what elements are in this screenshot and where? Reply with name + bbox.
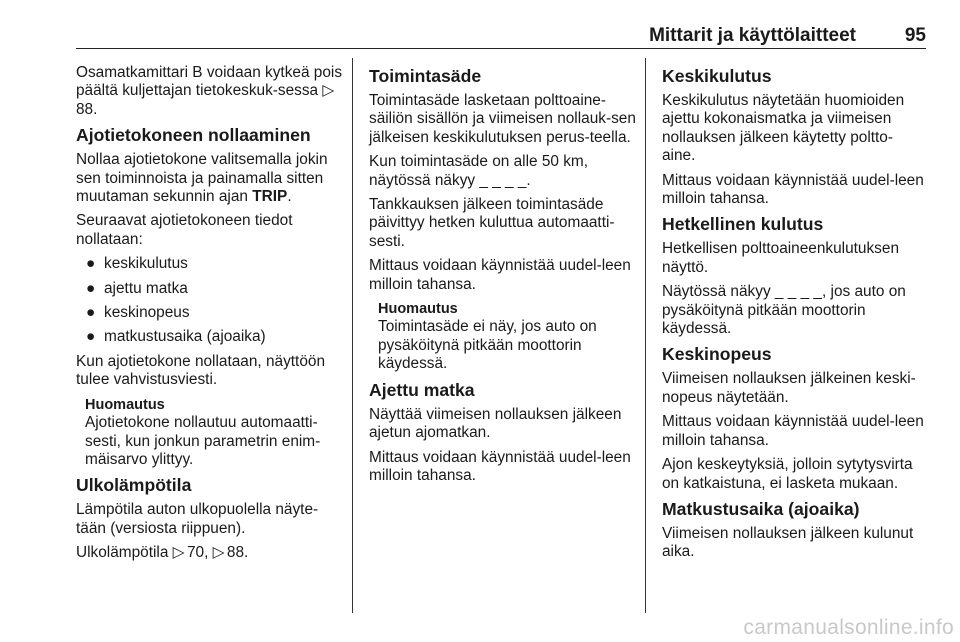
reset-text-end: .: [287, 188, 292, 206]
avg-speed-paragraph-1: Viimeisen nollauksen jälkeinen keski-nopeus näytetään.: [662, 370, 916, 406]
heading-instant-consumption: Hetkellinen kulutus: [662, 214, 824, 235]
column-divider-1: [352, 58, 353, 613]
heading-distance: Ajettu matka: [369, 379, 475, 400]
column-2: [369, 64, 637, 491]
note-text: Ajotietokone nollautuu automaatti-sesti, kun jonkun parametrin enim-mäisarvo ylittyy.: [85, 414, 321, 468]
note-box: [369, 300, 637, 374]
avg-speed-paragraph-3: Ajon keskeytyksiä, jolloin sytytysvirta on katkaistuna, ei lasketa mukaan.: [662, 456, 913, 492]
page-number: 95: [904, 25, 926, 46]
avg-cons-paragraph-2: Mittaus voidaan käynnistää uudel-leen milloin tahansa.: [662, 171, 924, 208]
range-paragraph-4: Mittaus voidaan käynnistää uudel-leen milloin tahansa.: [369, 257, 631, 293]
range-paragraph-3: Tankkauksen jälkeen toimintasäde päivittyy hetken kuluttua automaatti-sesti.: [369, 196, 615, 250]
list-item: [76, 328, 344, 346]
watermark: carmanualsonline.info: [743, 616, 954, 639]
bullet-icon: ●: [86, 279, 96, 297]
heading-outside-temp: Ulkolämpötila: [76, 475, 192, 496]
confirm-paragraph: Kun ajotietokone nollataan, näyttöön tulee vahvistusviesti.: [76, 352, 326, 389]
bullet-icon: ●: [86, 255, 96, 273]
note-text: Toimintasäde ei näy, jos auto on pysäköitynä pitkään moottorin käydessä.: [378, 318, 597, 373]
travel-paragraph: Viimeisen nollauksen jälkeen kulunut aika.: [662, 524, 914, 561]
bullet-icon: ●: [86, 328, 96, 346]
reference-arrow-icon: ▷: [212, 544, 225, 562]
note-title: Huomautus: [378, 301, 458, 318]
intro-paragraph: [76, 64, 344, 119]
column-3: [662, 64, 926, 568]
chapter-title: Mittarit ja käyttölaitteet: [649, 25, 856, 46]
trip-button-label: TRIP: [252, 188, 288, 206]
note-box: [76, 396, 344, 470]
column-divider-2: [645, 58, 646, 613]
list-item: [76, 280, 344, 298]
reference-arrow-icon: ▷: [322, 82, 335, 100]
list-item-text: ajettu matka: [104, 279, 188, 297]
list-item-text: keskikulutus: [104, 255, 188, 273]
note-title: Huomautus: [85, 396, 165, 413]
reset-paragraph: [76, 151, 344, 206]
range-paragraph-1: Toimintasäde lasketaan polttoaine-säiliön sisällön ja viimeisen nollauk-sen jälkeisen keskikulutuksen perus-teella.: [369, 92, 636, 146]
page-ref-70[interactable]: 70,: [186, 544, 209, 562]
range-paragraph-2: Kun toimintasäde on alle 50 km, näytössä näkyy _ _ _ _.: [369, 153, 589, 189]
intro-text: Osamatkamittari B voidaan kytkeä pois päältä kuljettajan tietokeskuk-sessa: [76, 64, 343, 100]
avg-cons-paragraph-1: Keskikulutus näytetään huomioiden ajettu kokonaismatka ja viimeisen nollauksen jälkeen käytetty poltto-aine.: [662, 92, 905, 165]
bullet-icon: ●: [86, 304, 96, 322]
heading-average-consumption: Keskikulutus: [662, 66, 772, 86]
ref-label: Ulkolämpötila: [76, 544, 169, 562]
page-header: [76, 0, 926, 49]
reset-text: Nollaa ajotietokone valitsemalla jokin sen toiminnoista ja painamalla sitten muutaman sekunnin ajan: [76, 151, 328, 206]
avg-speed-paragraph-2: Mittaus voidaan käynnistää uudel-leen milloin tahansa.: [662, 413, 924, 449]
heading-range: Toimintasäde: [369, 66, 482, 86]
heading-average-speed: Keskinopeus: [662, 344, 772, 365]
column-1: [76, 64, 344, 569]
list-item-text: matkustusaika (ajoaika): [104, 328, 266, 346]
inst-paragraph-1: Hetkellisen polttoaineenkulutuksen näyttö.: [662, 240, 899, 276]
heading-travel-time: Matkustusaika (ajoaika): [662, 498, 860, 519]
list-item: [76, 255, 344, 273]
outside-paragraph: Lämpötila auton ulkopuolella näyte-tään (versiosta riippuen).: [76, 501, 319, 537]
reference-arrow-icon: ▷: [172, 544, 185, 562]
distance-paragraph-2: Mittaus voidaan käynnistää uudel-leen milloin tahansa.: [369, 448, 631, 484]
list-item-text: keskinopeus: [104, 304, 190, 322]
page-ref-88[interactable]: 88.: [226, 544, 249, 562]
list-item: [76, 304, 344, 322]
outside-ref-paragraph: [76, 544, 344, 562]
inst-paragraph-2: Näytössä näkyy _ _ _ _, jos auto on pysäköitynä pitkään moottorin käydessä.: [662, 283, 906, 338]
distance-paragraph-1: Näyttää viimeisen nollauksen jälkeen ajetun ajomatkan.: [369, 405, 622, 442]
heading-reset: Ajotietokoneen nollaaminen: [76, 125, 311, 146]
following-paragraph: Seuraavat ajotietokoneen tiedot nollataan:: [76, 212, 293, 248]
intro-page-ref[interactable]: 88.: [76, 100, 98, 118]
